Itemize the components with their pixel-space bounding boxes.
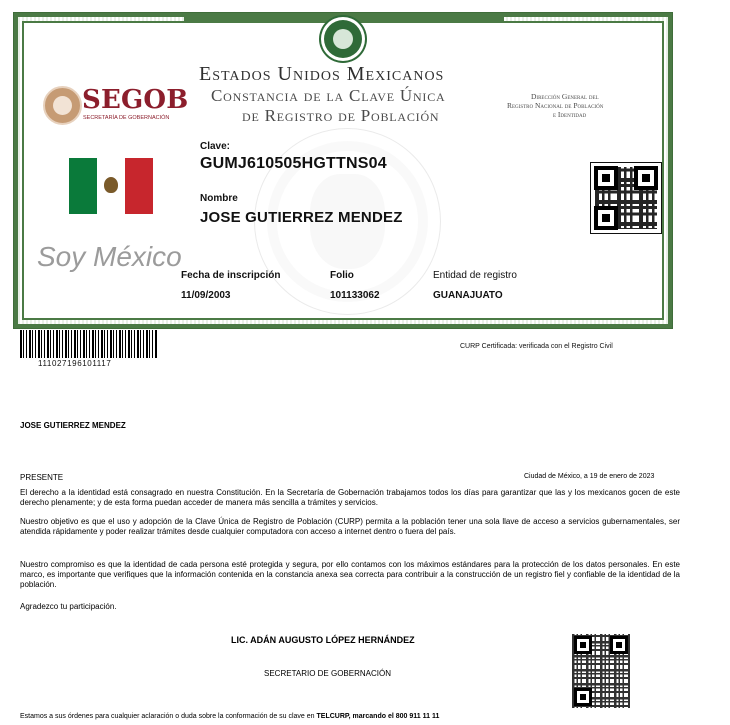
letter-date: Ciudad de México, a 19 de enero de 2023 [524, 473, 655, 480]
segob-title: SEGOB [82, 85, 189, 115]
letter-paragraph-2: Nuestro objetivo es que el uso y adopción de la Clave Única de Registro de Población (CURP) permita a la población tener una sola llave de acceso a servicios gubernamentales, ser atendida rápidamente y poder realizar trámites desde cualquier computadora con acceso a internet dentro o fuera del país. [20, 517, 680, 536]
signer-title: SECRETARIO DE GOBERNACIÓN [264, 669, 391, 678]
letter-paragraph-3: Nuestro compromiso es que la identidad de cada persona esté protegida y segura, por ello contamos con los máximos estándares para la protección de los datos personales. En este marco, es importante que verifiques que la información contenida en la constancia anexa sea correcta para contribuir a la construcción de un registro fiel y confiable de la identidad de la población. [20, 560, 680, 589]
footer-note [20, 713, 439, 720]
entidad-registro-label: Entidad de registro [433, 270, 517, 281]
qr-code-icon [590, 162, 662, 234]
folio-value: 101133062 [330, 290, 380, 301]
document-title-line2: Constancia de la Clave Única [211, 86, 446, 105]
folio-label: Folio [330, 270, 354, 281]
national-seal-icon [321, 17, 365, 61]
direccion-line3: e Identidad [553, 110, 587, 119]
footer-telcurp: TELCURP, marcando el 800 911 11 11 [316, 713, 440, 720]
letter-presente: PRESENTE [20, 473, 64, 482]
letter-paragraph-4: Agradezco tu participación. [20, 602, 117, 611]
signer-name: LIC. ADÁN AUGUSTO LÓPEZ HERNÁNDEZ [231, 635, 415, 645]
barcode-number: 111027196101117 [38, 359, 112, 368]
curp-certificada-note: CURP Certificada: verificada con el Registro Civil [460, 343, 613, 350]
qr-code-icon [572, 634, 630, 708]
letter-recipient: JOSE GUTIERREZ MENDEZ [20, 421, 126, 430]
fecha-inscripcion-value: 11/09/2003 [181, 290, 231, 301]
direccion-line2: Registro Nacional de Población [507, 101, 604, 110]
nombre-value: JOSE GUTIERREZ MENDEZ [200, 209, 403, 226]
nombre-label: Nombre [200, 193, 238, 204]
clave-value: GUMJ610505HGTTNS04 [200, 155, 387, 172]
entidad-registro-value: GUANAJUATO [433, 290, 503, 301]
document-title-line3: de Registro de Población [242, 106, 440, 125]
direccion-line1: Dirección General del [531, 92, 599, 101]
soy-mexico-logo: Soy México [37, 241, 182, 272]
segob-subtitle: SECRETARÍA DE GOBERNACIÓN [83, 115, 170, 121]
barcode-icon [20, 330, 158, 358]
segob-seal-icon [43, 86, 82, 125]
letter-paragraph-1: El derecho a la identidad está consagrado en nuestra Constitución. En la Secretaría de Gobernación trabajamos todos los días para garantizar que las y los mexicanos gocen de este derecho plenamente; y de esta forma puedan acceder de manera más sencilla a trámites y servicios. [20, 488, 680, 507]
curp-certificate-card [13, 12, 673, 329]
footer-text: Estamos a sus órdenes para cualquier aclaración o duda sobre la conformación de su clave en [20, 713, 317, 720]
fecha-inscripcion-label: Fecha de inscripción [181, 270, 281, 281]
document-title-line1: Estados Unidos Mexicanos [199, 63, 445, 85]
mexico-flag-icon [69, 158, 153, 214]
clave-label: Clave: [200, 141, 231, 152]
